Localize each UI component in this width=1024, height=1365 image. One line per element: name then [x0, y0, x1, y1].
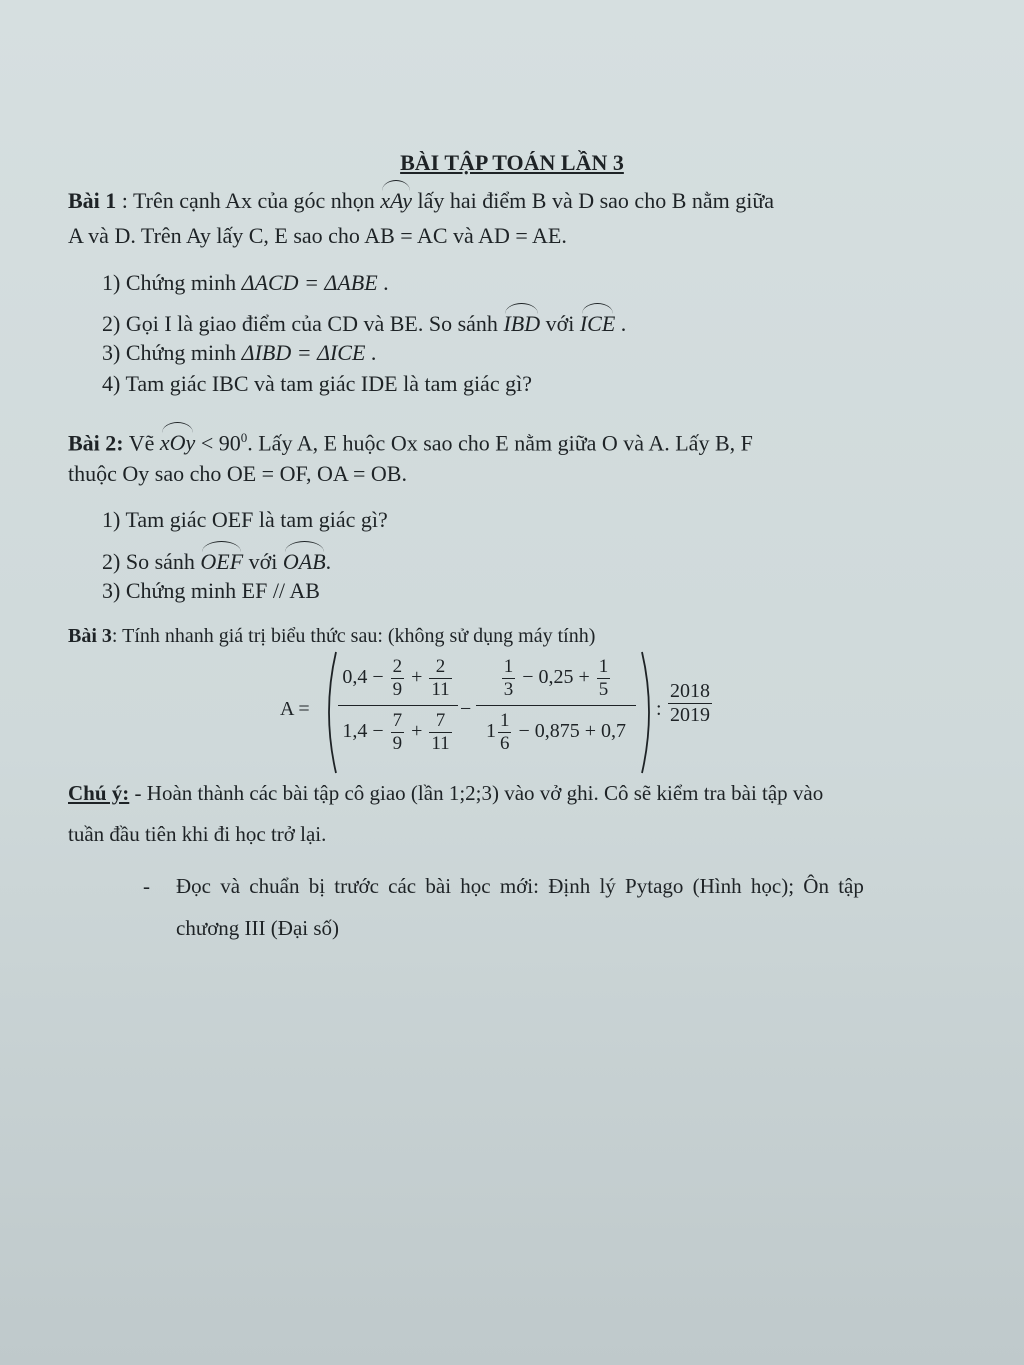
formula-lhs: A =	[280, 698, 310, 720]
right-paren-icon	[638, 650, 658, 775]
note-bullet: -	[143, 874, 150, 898]
angle-OEF: OEF	[200, 544, 243, 576]
note-line2: tuần đầu tiên khi đi học trở lại.	[68, 822, 327, 846]
angle-xOy: xOy	[160, 425, 195, 457]
formula-minus: −	[460, 698, 472, 720]
fraction-1: 0,4 − $\frac{2}{9}$ + $\frac{2}{11}$ 1,4 − $\frac{7}{9}$ + $\frac{7}{11}$	[338, 656, 458, 755]
bai2-item-1: 1) Tam giác OEF là tam giác gì?	[102, 507, 388, 532]
bai1-line1: Bài 1 : Trên cạnh Ax của góc nhọn xAy lấy hai điểm B và D sao cho B nằm giữa	[68, 183, 774, 215]
bai2-line2: thuộc Oy sao cho OE = OF, OA = OB.	[68, 461, 407, 486]
bai3-line: Bài 3: Tính nhanh giá trị biểu thức sau: (không sử dụng máy tính)	[68, 625, 596, 647]
left-paren-icon	[320, 650, 340, 775]
formula-colon: :	[656, 698, 662, 720]
bai2-item-2: 2) So sánh OEF với OAB.	[102, 544, 331, 576]
note-label: Chú ý:	[68, 781, 130, 805]
bai1-label: Bài 1	[68, 188, 117, 213]
note-line4: chương III (Đại số)	[176, 916, 340, 940]
angle-xAy: xAy	[380, 183, 412, 215]
bai1-item-2: 2) Gọi I là giao điểm của CD và BE. So sánh IBD với ICE .	[102, 306, 626, 338]
note-line1: Chú ý: - Hoàn thành các bài tập cô giao (lần 1;2;3) vào vở ghi. Cô sẽ kiểm tra bài tập vào	[68, 781, 824, 805]
bai2-label: Bài 2:	[68, 430, 124, 456]
angle-ICE: ICE	[580, 306, 615, 338]
angle-IBD: IBD	[503, 306, 540, 338]
bai1-item-3: 3) Chứng minh ΔIBD = ΔICE .	[102, 340, 377, 365]
angle-OAB: OAB	[283, 544, 326, 576]
bai2-line1: Bài 2: Vẽ xOy < $90^0$. Lấy A, E huộc Ox sao cho E nằm giữa O và A. Lấy B, F	[68, 424, 753, 457]
bai2-item-3: 3) Chứng minh EF // AB	[102, 578, 320, 603]
bai1-item-1: 1) Chứng minh ΔACD = ΔABE .	[102, 270, 389, 295]
bai3-label: Bài 3	[68, 625, 112, 647]
fraction-ratio: $\frac{2018}{2019}$	[670, 680, 710, 726]
formula-A	[280, 650, 740, 775]
bai1-item-4: 4) Tam giác IBC và tam giác IDE là tam giác gì?	[102, 371, 532, 396]
note-line3: Đọc và chuẩn bị trước các bài học mới: Định lý Pytago (Hình học); Ôn tập	[176, 874, 864, 898]
bai1-line2: A và D. Trên Ay lấy C, E sao cho AB = AC và AD = AE.	[68, 223, 567, 248]
page-title: BÀI TẬP TOÁN LẦN 3	[400, 150, 624, 175]
fraction-2: $\frac{1}{3}$ − 0,25 + $\frac{1}{5}$ 1 $\frac{1}{6}$ − 0,875 + 0,7	[476, 656, 636, 755]
